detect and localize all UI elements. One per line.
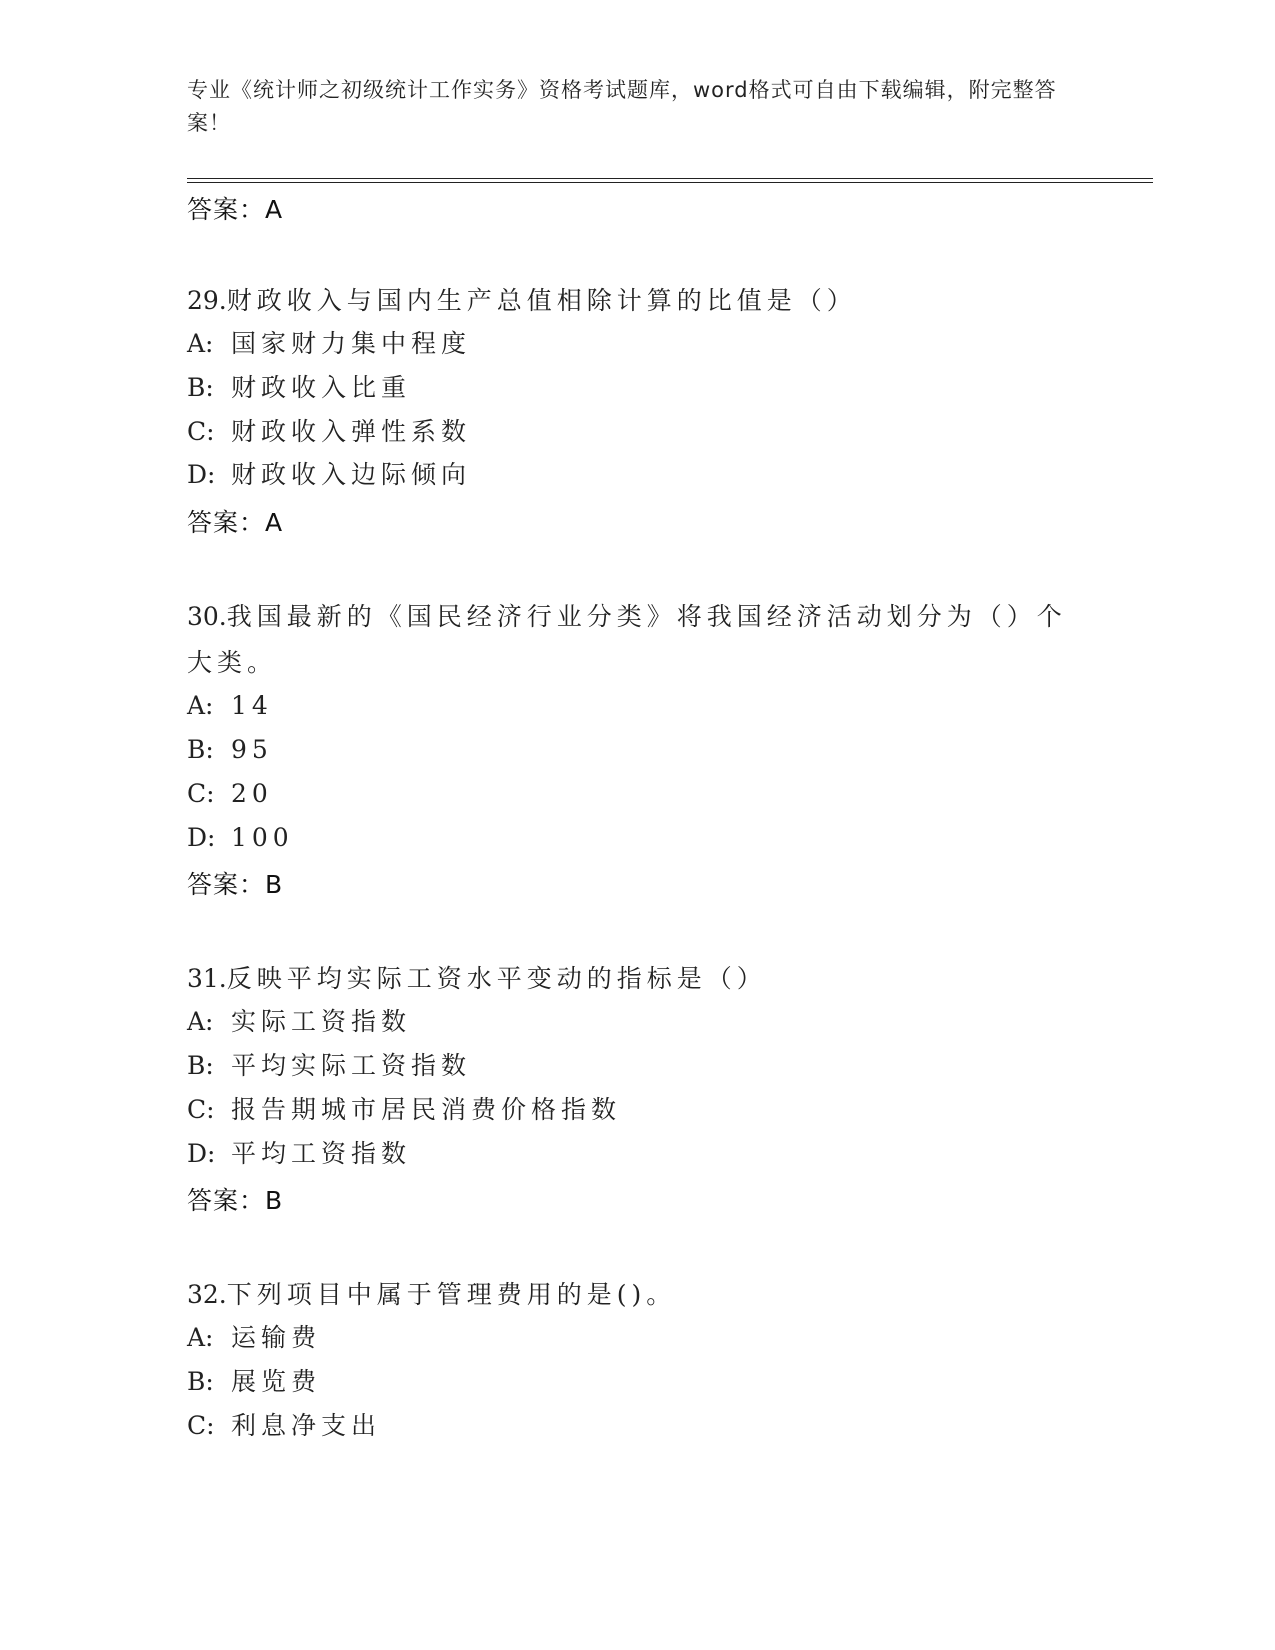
answer-30: 答案：B [187, 870, 284, 899]
option-text: 国家财力集中程度 [231, 329, 472, 358]
option-text: 20 [231, 779, 273, 808]
option-c [187, 415, 471, 449]
option-label: D: [187, 823, 216, 852]
answer-31: 答案：B [187, 1186, 284, 1215]
option-c [187, 1409, 381, 1443]
option-text: 实际工资指数 [231, 1007, 412, 1036]
option-label: D: [187, 1139, 216, 1168]
option-b [187, 371, 411, 405]
option-text: 财政收入边际倾向 [231, 460, 472, 489]
question-number: 29. [187, 286, 227, 315]
option-label: B: [187, 1367, 214, 1396]
question-number: 31. [187, 964, 227, 993]
option-a [187, 1005, 411, 1039]
header-divider-top [187, 178, 1153, 179]
option-c [187, 1093, 621, 1127]
question-29 [187, 278, 1087, 324]
option-label: D: [187, 460, 216, 489]
option-a [187, 327, 471, 361]
option-label: A: [187, 1007, 214, 1036]
option-text: 14 [231, 691, 273, 720]
option-label: C: [187, 1095, 215, 1124]
question-text: 财政收入与国内生产总值相除计算的比值是（） [226, 286, 857, 315]
option-a [187, 689, 273, 723]
option-label: B: [187, 1051, 214, 1080]
option-text: 95 [231, 735, 273, 764]
option-label: B: [187, 735, 214, 764]
question-text: 反映平均实际工资水平变动的指标是（） [226, 964, 767, 993]
question-text: 我国最新的《国民经济行业分类》将我国经济活动划分为（）个大类。 [187, 602, 1067, 677]
previous-answer: 答案：A [187, 195, 284, 224]
question-number: 32. [187, 1280, 227, 1309]
option-label: A: [187, 691, 214, 720]
option-label: A: [187, 329, 214, 358]
option-text: 运输费 [231, 1323, 322, 1352]
question-text: 下列项目中属于管理费用的是()。 [226, 1280, 677, 1309]
option-text: 财政收入弹性系数 [231, 417, 472, 446]
option-label: C: [187, 779, 215, 808]
question-number: 30. [187, 602, 227, 631]
option-text: 平均实际工资指数 [231, 1051, 472, 1080]
option-text: 财政收入比重 [231, 373, 412, 402]
option-text: 报告期城市居民消费价格指数 [231, 1095, 622, 1124]
answer-29: 答案：A [187, 508, 284, 537]
option-label: C: [187, 1411, 215, 1440]
header-divider-bottom [187, 182, 1153, 183]
option-c [187, 777, 273, 811]
option-d [187, 458, 471, 492]
option-b [187, 733, 273, 767]
option-label: C: [187, 417, 215, 446]
option-d [187, 821, 294, 855]
option-b [187, 1049, 471, 1083]
option-label: A: [187, 1323, 214, 1352]
question-31 [187, 956, 1087, 1002]
option-a [187, 1321, 321, 1355]
question-30 [187, 594, 1087, 686]
option-b [187, 1365, 321, 1399]
option-text: 平均工资指数 [231, 1139, 412, 1168]
document-header: 专业《统计师之初级统计工作实务》资格考试题库，word格式可自由下载编辑，附完整答案！ [187, 78, 1057, 135]
option-label: B: [187, 373, 214, 402]
option-text: 展览费 [231, 1367, 322, 1396]
option-text: 100 [231, 823, 294, 852]
question-32 [187, 1272, 1087, 1318]
option-text: 利息净支出 [231, 1411, 382, 1440]
option-d [187, 1137, 411, 1171]
